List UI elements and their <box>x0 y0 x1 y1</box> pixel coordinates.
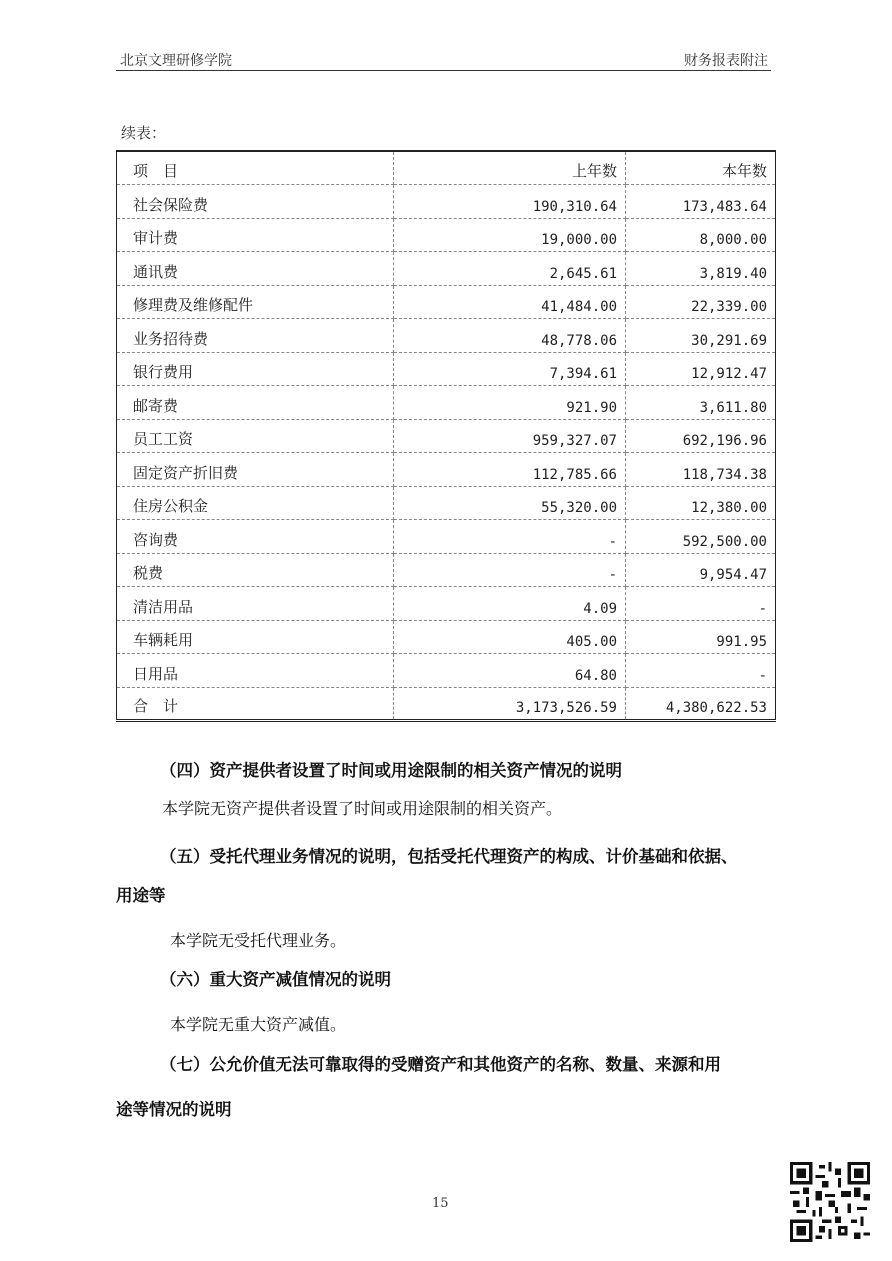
cell-item-name: 业务招待费 <box>117 319 394 353</box>
cell-item-name: 固定资产折旧费 <box>117 453 394 487</box>
column-header-current-year: 本年数 <box>626 151 776 185</box>
table-row <box>117 252 776 286</box>
cell-prev-year: 405.00 <box>394 620 626 654</box>
section-6-body: 本学院无重大资产减值。 <box>170 1015 347 1034</box>
section-7-title-line2: 途等情况的说明 <box>116 1100 232 1119</box>
cell-prev-year: 112,785.66 <box>394 453 626 487</box>
cell-current-year: - <box>626 654 776 688</box>
column-header-item: 项 目 <box>117 151 394 185</box>
cell-prev-year: 4.09 <box>394 587 626 621</box>
cell-prev-year: 2,645.61 <box>394 252 626 286</box>
table-row <box>117 620 776 654</box>
header-institution: 北京文理研修学院 <box>120 53 232 69</box>
cell-current-year: 3,611.80 <box>626 386 776 420</box>
table-total-row <box>117 687 776 721</box>
section-6-title: （六）重大资产减值情况的说明 <box>160 970 391 989</box>
section-5-body: 本学院无受托代理业务。 <box>170 931 347 950</box>
section-7-title-line1: （七）公允价值无法可靠取得的受赠资产和其他资产的名称、数量、来源和用 <box>160 1055 721 1074</box>
table-row <box>117 218 776 252</box>
table-row <box>117 285 776 319</box>
cell-prev-year: 3,173,526.59 <box>394 687 626 721</box>
table-row <box>117 520 776 554</box>
cell-prev-year: 921.90 <box>394 386 626 420</box>
section-4-body: 本学院无资产提供者设置了时间或用途限制的相关资产。 <box>162 799 563 818</box>
cell-prev-year: 959,327.07 <box>394 419 626 453</box>
cell-current-year: 4,380,622.53 <box>626 687 776 721</box>
cell-item-name: 社会保险费 <box>117 185 394 219</box>
cell-current-year: 8,000.00 <box>626 218 776 252</box>
cell-current-year: 173,483.64 <box>626 185 776 219</box>
section-5-title-line2: 用途等 <box>116 886 166 905</box>
section-5-title-line1: （五）受托代理业务情况的说明，包括受托代理资产的构成、计价基础和依据、 <box>160 847 738 866</box>
cell-prev-year: 48,778.06 <box>394 319 626 353</box>
cell-prev-year: - <box>394 520 626 554</box>
cell-item-name: 邮寄费 <box>117 386 394 420</box>
cell-current-year: 3,819.40 <box>626 252 776 286</box>
cell-current-year: 118,734.38 <box>626 453 776 487</box>
table-row <box>117 453 776 487</box>
cell-item-name: 清洁用品 <box>117 587 394 621</box>
cell-current-year: 30,291.69 <box>626 319 776 353</box>
cell-prev-year: 190,310.64 <box>394 185 626 219</box>
cell-item-name: 车辆耗用 <box>117 620 394 654</box>
cell-prev-year: 19,000.00 <box>394 218 626 252</box>
table-row <box>117 185 776 219</box>
cell-current-year: 991.95 <box>626 620 776 654</box>
table-row <box>117 486 776 520</box>
cell-prev-year: - <box>394 553 626 587</box>
table-row <box>117 319 776 353</box>
table-header-row <box>117 151 776 185</box>
table-row <box>117 419 776 453</box>
cell-item-name: 银行费用 <box>117 352 394 386</box>
continued-label: 续表： <box>121 124 167 142</box>
cell-current-year: 22,339.00 <box>626 285 776 319</box>
cell-item-name: 住房公积金 <box>117 486 394 520</box>
cell-prev-year: 41,484.00 <box>394 285 626 319</box>
cell-current-year: 12,380.00 <box>626 486 776 520</box>
cell-prev-year: 64.80 <box>394 654 626 688</box>
cell-item-name: 合 计 <box>117 687 394 721</box>
column-header-prev-year: 上年数 <box>394 151 626 185</box>
section-4-title: （四）资产提供者设置了时间或用途限制的相关资产情况的说明 <box>160 761 622 780</box>
table-row <box>117 386 776 420</box>
cell-item-name: 咨询费 <box>117 520 394 554</box>
cell-current-year: - <box>626 587 776 621</box>
cell-prev-year: 55,320.00 <box>394 486 626 520</box>
table-row <box>117 553 776 587</box>
table-row <box>117 352 776 386</box>
header-rule <box>116 70 771 71</box>
qr-code-icon <box>790 1162 870 1242</box>
cell-item-name: 税费 <box>117 553 394 587</box>
cell-current-year: 692,196.96 <box>626 419 776 453</box>
header-document-title: 财务报表附注 <box>684 53 768 69</box>
cell-item-name: 修理费及维修配件 <box>117 285 394 319</box>
page-number: 15 <box>432 1196 449 1211</box>
expense-table <box>116 150 776 722</box>
cell-current-year: 12,912.47 <box>626 352 776 386</box>
table-row <box>117 587 776 621</box>
table-row <box>117 654 776 688</box>
cell-item-name: 审计费 <box>117 218 394 252</box>
cell-item-name: 员工工资 <box>117 419 394 453</box>
cell-prev-year: 7,394.61 <box>394 352 626 386</box>
cell-item-name: 日用品 <box>117 654 394 688</box>
cell-current-year: 592,500.00 <box>626 520 776 554</box>
cell-item-name: 通讯费 <box>117 252 394 286</box>
cell-current-year: 9,954.47 <box>626 553 776 587</box>
